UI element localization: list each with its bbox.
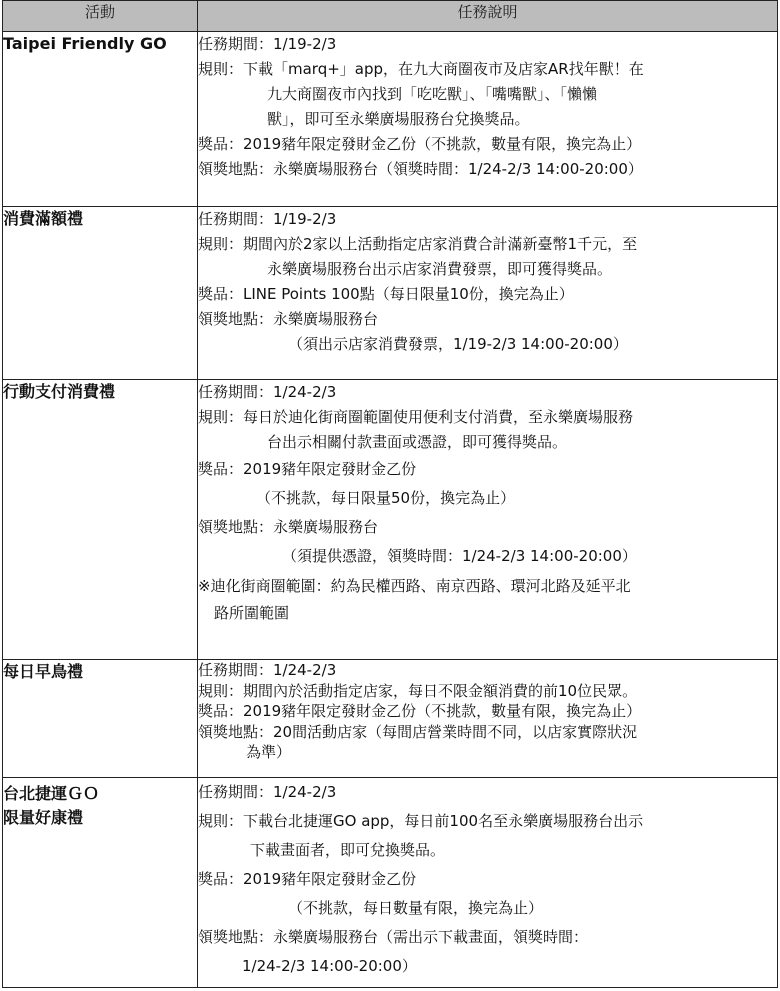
table-row — [3, 380, 778, 660]
activity-description — [198, 778, 778, 988]
rule-line-cont: 永樂廣場服務台出示店家消費發票，即可獲得獎品。 — [267, 260, 613, 278]
activity-description — [198, 207, 778, 380]
location-line: 領獎地點：永樂廣場服務台 — [198, 310, 379, 328]
activity-description — [198, 660, 778, 778]
rule-line-cont: 獸」，即可至永樂廣場服務台兌換獎品。 — [267, 110, 530, 128]
prize-line: 獎品：LINE Points 100點（每日限量10份，換完為止） — [198, 285, 574, 303]
period-line: 任務期間：1/19-2/3 — [198, 35, 337, 53]
location-line: 領獎地點：永樂廣場服務台（領獎時間：1/24-2/3 14:00-20:00） — [198, 160, 643, 178]
period-line: 任務期間：1/24-2/3 — [198, 383, 337, 401]
rule-line: 規則：期間內於2家以上活動指定店家消費合計滿新臺幣1千元，至 — [198, 235, 638, 253]
location-line-cont: 為準） — [246, 743, 292, 761]
header-row — [3, 1, 778, 32]
rule-line: 規則：下載「marq+」app，在九大商圈夜市及店家AR找年獸！在 — [198, 60, 644, 78]
rule-line-cont: 台出示相關付款畫面或憑證，即可獲得獎品。 — [267, 433, 568, 451]
location-line: 領獎地點：20間活動店家（每間店營業時間不同，以店家實際狀況 — [198, 722, 638, 741]
prize-line: 獎品：2019豬年限定發財金乙份 — [198, 870, 417, 888]
task-table — [2, 0, 778, 988]
location-note: （須出示店家消費發票，1/19-2/3 14:00-20:00） — [288, 335, 628, 353]
rule-line: 規則：每日於迪化街商圈範圍使用便利支付消費，至永樂廣場服務 — [198, 408, 634, 426]
rule-line: 規則：下載台北捷運GO app，每日前100名至永樂廣場服務台出示 — [198, 812, 644, 830]
activity-name: Taipei Friendly GO — [3, 32, 198, 207]
activity-description — [198, 380, 778, 660]
prize-note: （不挑款，每日限量50份，換完為止） — [256, 489, 516, 507]
rule-line-cont: 下載畫面者，即可兌換獎品。 — [250, 841, 446, 859]
period-line: 任務期間：1/19-2/3 — [198, 210, 337, 228]
table-row — [3, 207, 778, 380]
activity-description — [198, 32, 778, 207]
prize-line: 獎品：2019豬年限定發財金乙份（不挑款，數量有限，換完為止） — [198, 135, 642, 153]
prize-note: （不挑款，每日數量有限，換完為止） — [288, 899, 544, 917]
period-line: 任務期間：1/24-2/3 — [198, 661, 337, 679]
period-line: 任務期間：1/24-2/3 — [198, 783, 337, 801]
table-row — [3, 778, 778, 988]
activity-name: 消費滿額禮 — [3, 207, 198, 380]
location-line: 領獎地點：永樂廣場服務台 — [198, 518, 379, 536]
location-line-cont: 1/24-2/3 14:00-20:00） — [242, 957, 417, 975]
area-note-cont: 路所圍範圍 — [214, 604, 290, 622]
location-note: （須提供憑證，領獎時間：1/24-2/3 14:00-20:00） — [282, 547, 637, 565]
activity-name: 台北捷運ＧＯ 限量好康禮 — [3, 778, 198, 988]
activity-name: 每日早鳥禮 — [3, 660, 198, 778]
area-note: ※迪化街商圈範圍：約為民權西路、南京西路、環河北路及延平北 — [198, 577, 631, 595]
header-description: 任務說明 — [198, 1, 778, 32]
activity-name: 行動支付消費禮 — [3, 380, 198, 660]
table-row — [3, 32, 778, 207]
rule-line: 規則：期間內於活動指定店家，每日不限金額消費的前10位民眾。 — [198, 681, 638, 700]
header-activity: 活動 — [3, 1, 198, 32]
table-row — [3, 660, 778, 778]
prize-line: 獎品：2019豬年限定發財金乙份（不挑款，數量有限，換完為止） — [198, 702, 642, 720]
location-line: 領獎地點：永樂廣場服務台（需出示下載畫面，領獎時間： — [198, 928, 589, 946]
prize-line: 獎品：2019豬年限定發財金乙份 — [198, 460, 417, 478]
rule-line-cont: 九大商圈夜市內找到「吃吃獸」、「嘴嘴獸」、「懶懶 — [267, 85, 598, 103]
